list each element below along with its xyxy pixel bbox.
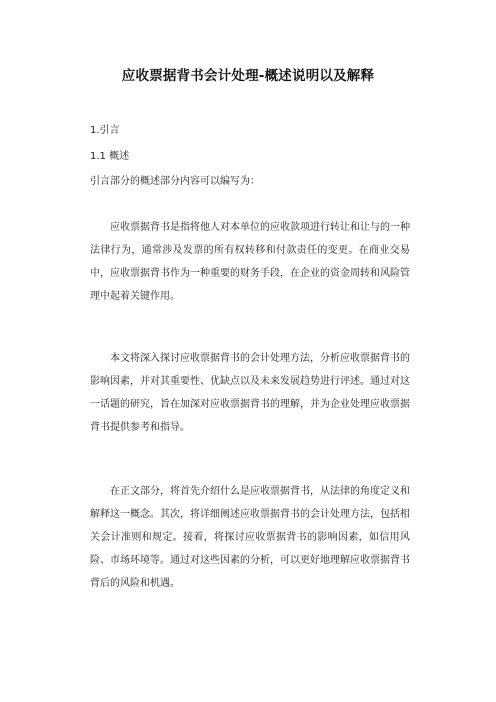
section-heading-1: 1.引言 bbox=[90, 125, 120, 136]
paragraph-1-text: 应收票据背书是指将他人对本单位的应收款项进行转让和让与的一种法律行为，通常涉及发票的所有权转移和付款责任的变更。在商业交易中，应收票据背书作为一种重要的财务手段，在企业的资金周转和风险管理中起着关键作用。 bbox=[90, 222, 410, 302]
intro-line: 引言部分的概述部分内容可以编写为： bbox=[90, 176, 260, 187]
paragraph-1 bbox=[90, 216, 410, 308]
paragraph-2 bbox=[90, 347, 410, 439]
paragraph-2-text: 本文将深入探讨应收票据背书的会计处理方法，分析应收票据背书的影响因素，并对其重要性、优缺点以及未来发展趋势进行评述。通过对这一话题的研究，旨在加深对应收票据背书的理解，并为企业处理应收票据背书提供参考和指导。 bbox=[90, 353, 410, 433]
paragraph-3-text: 在正文部分，将首先介绍什么是应收票据背书，从法律的角度定义和解释这一概念。其次，将详细阐述应收票据背书的会计处理方法，包括相关会计准则和规定。接着，将探讨应收票据背书的影响因素，如信用风险、市场环境等。通过对这些因素的分析，可以更好地理解应收票据背书背后的风险和机遇。 bbox=[90, 486, 410, 589]
paragraph-3 bbox=[90, 480, 410, 595]
document-title: 应收票据背书会计处理-概述说明以及解释 bbox=[121, 68, 375, 84]
section-heading-1-1: 1.1 概述 bbox=[90, 151, 130, 162]
